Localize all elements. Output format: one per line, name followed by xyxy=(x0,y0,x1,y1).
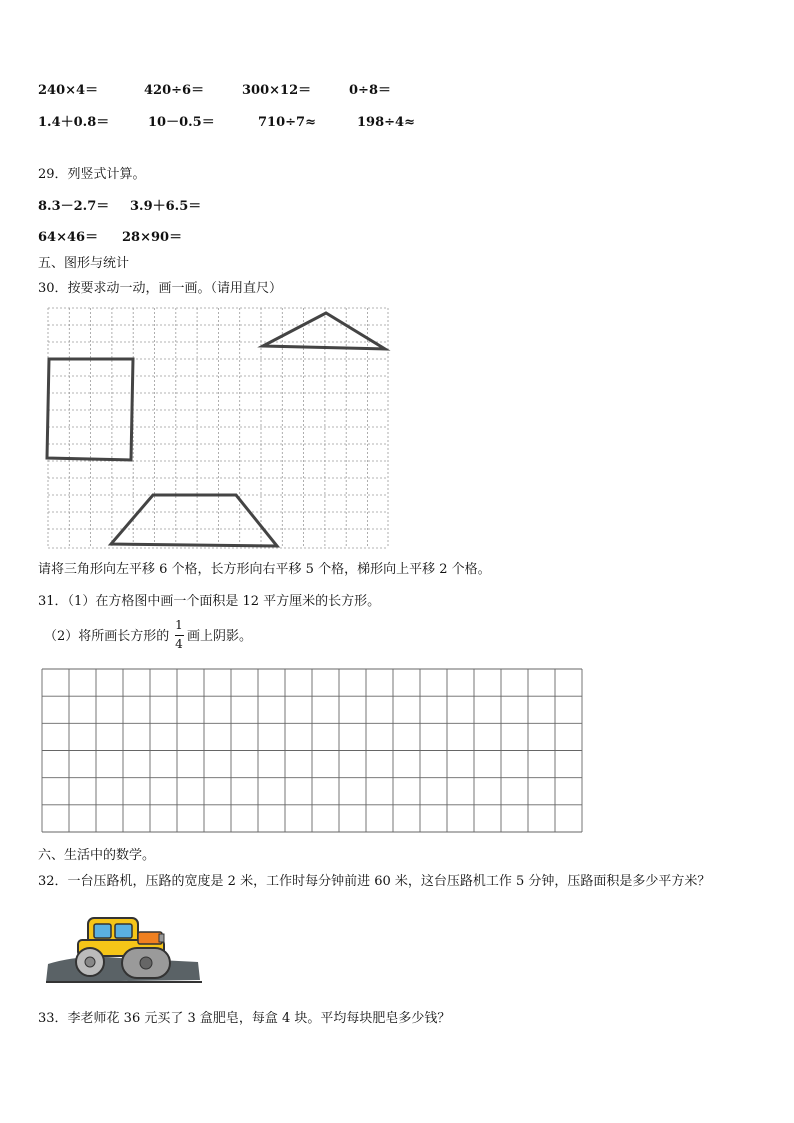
section-5-title: 五、图形与统计 xyxy=(38,256,130,271)
oral-calc-item: 10－0.5＝ xyxy=(148,115,215,130)
q30-grid xyxy=(48,308,388,548)
oral-calc-item: 198÷4≈ xyxy=(357,115,415,130)
fraction-numerator: 1 xyxy=(175,618,183,632)
question-29-title: 29．列竖式计算。 xyxy=(38,167,146,182)
oral-calc-item: 0÷8＝ xyxy=(349,83,391,98)
vertical-calc-item: 28×90＝ xyxy=(122,230,183,245)
oral-calc-item: 710÷7≈ xyxy=(258,115,316,130)
vertical-calc-item: 3.9＋6.5＝ xyxy=(130,199,202,214)
road-roller-icon xyxy=(40,912,205,992)
fraction-bar xyxy=(175,635,184,636)
question-30-instruction: 请将三角形向左平移 6 个格，长方形向右平移 5 个格，梯形向上平移 2 个格。 xyxy=(38,562,491,577)
section-6-title: 六、生活中的数学。 xyxy=(38,848,156,863)
q31-grid xyxy=(40,667,585,835)
question-31-part-2-prefix: （2）将所画长方形的 xyxy=(44,629,170,644)
oral-calc-item: 240×4＝ xyxy=(38,83,99,98)
q30-grid-figure xyxy=(45,305,390,550)
question-33-text: 33．李老师花 36 元买了 3 盒肥皂，每盒 4 块。平均每块肥皂多少钱？ xyxy=(38,1011,451,1026)
question-31-part-2-suffix: 画上阴影。 xyxy=(187,629,253,644)
oral-calc-item: 1.4＋0.8＝ xyxy=(38,115,110,130)
trapezoid-shape xyxy=(111,495,277,546)
vertical-calc-item: 64×46＝ xyxy=(38,230,99,245)
triangle-shape xyxy=(263,313,385,349)
question-32-text: 32．一台压路机，压路的宽度是 2 米，工作时每分钟前进 60 米，这台压路机工作 5 分钟，压路面积是多少平方米？ xyxy=(38,874,711,889)
oral-calc-item: 420÷6＝ xyxy=(144,83,205,98)
fraction-denominator: 4 xyxy=(175,637,183,651)
rectangle-shape xyxy=(47,359,133,460)
question-30-title: 30．按要求动一动，画一画。（请用直尺） xyxy=(38,281,283,296)
oral-calc-item: 300×12＝ xyxy=(242,83,312,98)
vertical-calc-item: 8.3－2.7＝ xyxy=(38,199,110,214)
question-31-part-1: 31．（1）在方格图中画一个面积是 12 平方厘米的长方形。 xyxy=(38,594,381,609)
